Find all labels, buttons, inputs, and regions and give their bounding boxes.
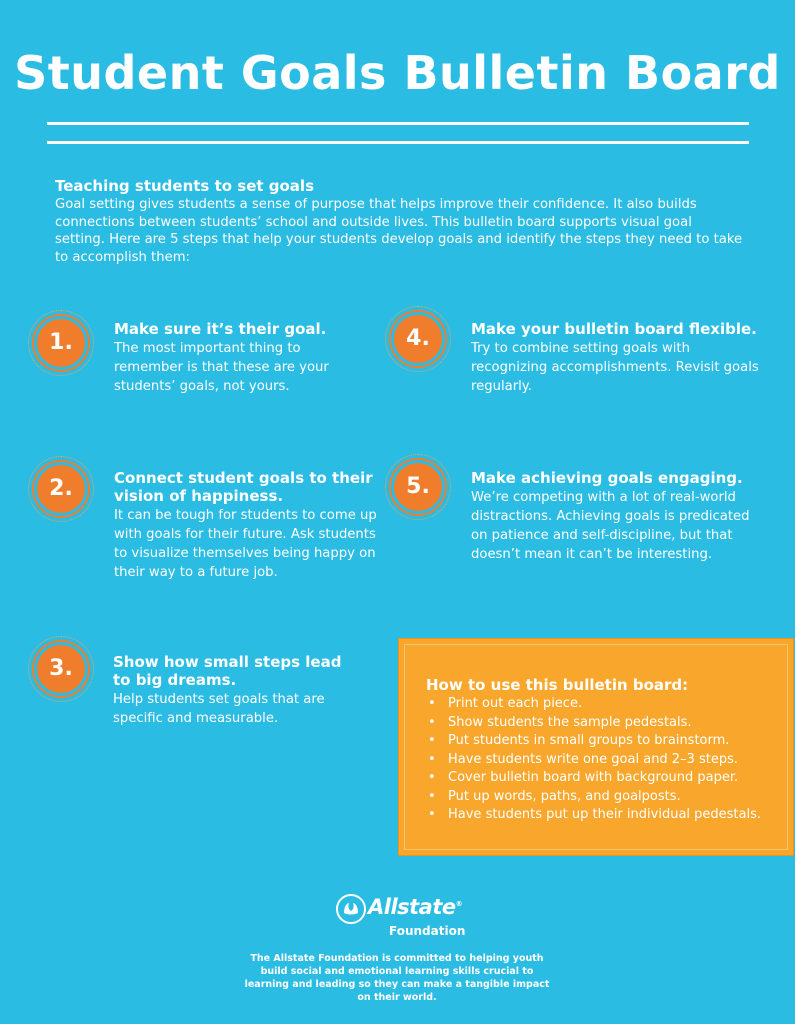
logo-wordmark: Allstate® [368,895,463,919]
how-to-list [426,695,761,825]
step-body: Try to combine setting goals with recognizing accomplishments. Revisit goals regularly. [471,341,759,394]
step-body: We’re competing with a lot of real-world distractions. Achieving goals is predicated on patience and self-discipline, but that doesn’t mean it can’t be interesting. [471,490,750,562]
step-body: Help students set goals that are specific and measurable. [113,692,325,726]
list-item: • Put up words, paths, and goalposts. [428,788,681,804]
step-body: The most important thing to remember is that these are your students’ goals, not yours. [114,341,329,394]
page-title: Student Goals Bulletin Board [14,46,781,100]
footer-text: The Allstate Foundation is committed to helping youth build social and emotional learning skills crucial to learning and leading so they can make a tangible impact on their world. [244,953,550,1003]
intro-heading: Teaching students to set goals [55,177,314,195]
intro-section [55,176,745,266]
allstate-foundation-logo [332,893,467,943]
step-3 [113,653,353,728]
list-item: • Show students the sample pedestals. [428,714,692,730]
step-number-badge: 2. [34,462,88,516]
title-divider-top [47,122,749,125]
allstate-hands-icon [335,893,367,925]
list-item: • Have students put up their individual pedestals. [428,807,762,822]
step-title: Make sure it’s their goal. [114,320,327,338]
logo-subtitle: Foundation [389,924,466,938]
step-2 [114,469,379,582]
step-5 [471,469,751,564]
step-number-badge: 1. [34,316,88,370]
list-item: • Print out each piece. [428,696,583,711]
step-title: Make your bulletin board flexible. [471,320,757,338]
step-title: Connect student goals to their vision of happiness. [114,469,373,505]
step-title: Make achieving goals engaging. [471,469,743,487]
how-to-box [398,638,794,856]
intro-text: Goal setting gives students a sense of purpose that helps improve their confidence. It also builds connections between students’ school and outside lives. This bulletin board supports visual goal setting. Here are 5 steps that help your students develop goals and identify the steps they need to take to accomplish them: [55,197,743,265]
step-number-badge: 5. [391,460,445,514]
step-4 [471,320,761,396]
step-1 [114,320,354,396]
list-item: • Put students in small groups to brainstorm. [428,733,730,748]
step-number-badge: 4. [391,312,445,366]
step-body: It can be tough for students to come up with goals for their future. Ask students to visualize themselves being happy on their way to a future job. [114,508,377,580]
how-to-title: How to use this bulletin board: [426,676,689,694]
list-item: • Have students write one goal and 2–3 steps. [428,751,739,767]
step-title: Show how small steps lead to big dreams. [113,653,342,689]
list-item: • Cover bulletin board with background paper. [428,770,739,785]
title-divider-bottom [47,141,749,144]
step-number-badge: 3. [34,642,88,696]
